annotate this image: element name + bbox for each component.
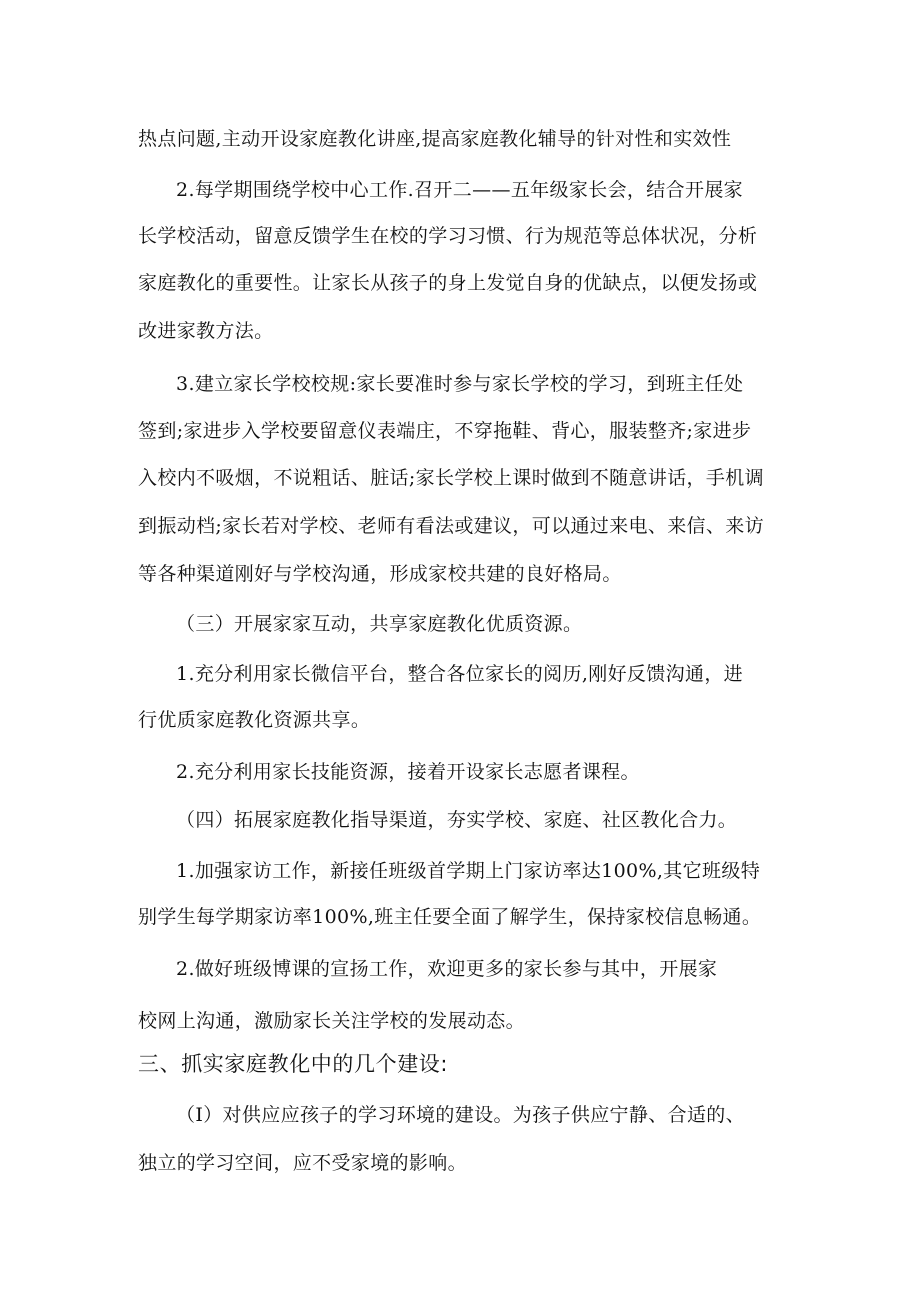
text-line: （三）开展家家互动，共享家庭教化优质资源。 xyxy=(176,613,583,635)
heading-text: 三、抓实家庭教化中的几个建设: xyxy=(138,1052,449,1076)
text-line: 独立的学习空间，应不受家境的影响。 xyxy=(138,1152,467,1174)
text-line: 别学生每学期家访率100%,班主任要全面了解学生，保持家校信息畅通。 xyxy=(138,906,762,928)
text-line: 2.充分利用家长技能资源，接着开设家长志愿者课程。 xyxy=(176,761,640,783)
text-line: 校网上沟通，激励家长关注学校的发展动态。 xyxy=(138,1010,526,1032)
text-line: 行优质家庭教化资源共享。 xyxy=(138,709,371,731)
text-line: 改进家教方法。 xyxy=(138,320,274,342)
text-line: 入校内不吸烟，不说粗话、脏话;家长学校上课时做到不随意讲话，手机调 xyxy=(138,467,764,489)
text-line: 2.每学期围绕学校中心工作.召开二——五年级家长会，结合开展家 xyxy=(176,179,744,201)
text-line: 签到;家进步入学校要留意仪表端庄，不穿拖鞋、背心，服装整齐;家进步 xyxy=(138,420,752,442)
text-line: 等各种渠道刚好与学校沟通，形成家校共建的良好格局。 xyxy=(138,563,622,585)
text-line: 热点问题,主动开设家庭教化讲座,提高家庭教化辅导的针对性和实效性 xyxy=(138,128,732,150)
text-line: （I）对供应应孩子的学习环境的建设。为孩子供应宁静、合适的、 xyxy=(176,1104,746,1126)
text-line: 长学校活动，留意反馈学生在校的学习习惯、行为规范等总体状况，分析 xyxy=(138,225,758,247)
text-line: 到振动档;家长若对学校、老师有看法或建议，可以通过来电、来信、来访 xyxy=(138,515,764,537)
text-line: 3.建立家长学校校规:家长要准时参与家长学校的学习，到班主任处 xyxy=(176,373,744,395)
text-line: 2.做好班级博课的宣扬工作，欢迎更多的家长参与其中，开展家 xyxy=(176,958,718,980)
text-line: 1.加强家访工作，新接任班级首学期上门家访率达100%,其它班级特 xyxy=(176,860,761,882)
text-line: 家庭教化的重要性。让家长从孩子的身上发觉自身的优缺点，以便发扬或 xyxy=(138,272,758,294)
text-line: （四）拓展家庭教化指导渠道，夯实学校、家庭、社区教化合力。 xyxy=(176,809,738,831)
text-line: 1.充分利用家长微信平台，整合各位家长的阅历,刚好反馈沟通，进 xyxy=(176,663,744,685)
